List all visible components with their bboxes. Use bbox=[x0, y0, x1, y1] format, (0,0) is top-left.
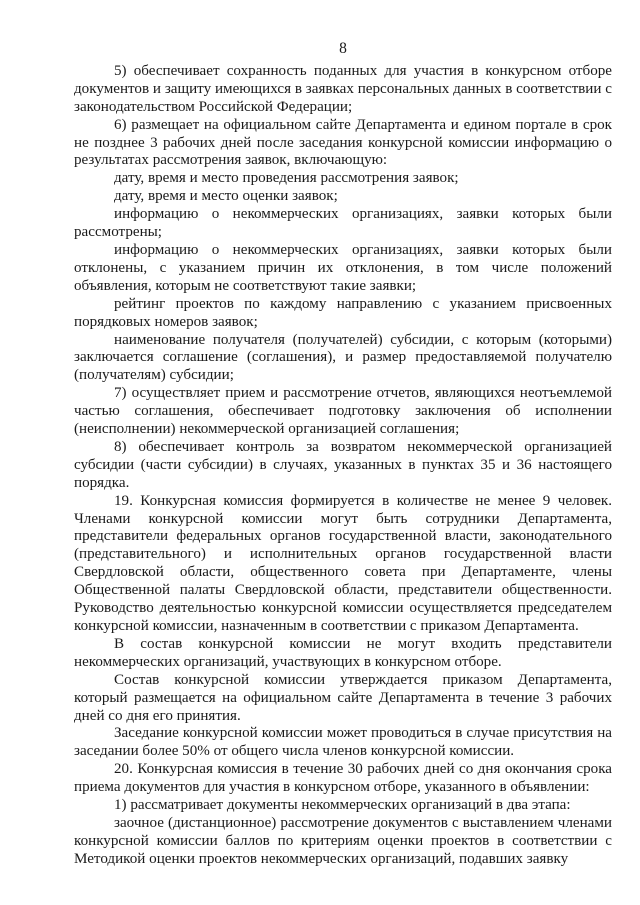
paragraph-commission-approval: Состав конкурсной комиссии утверждается приказом Департамента, который размещается на официальном сайте Департамента в течение 3 рабочих дней со дня его принятия. bbox=[74, 671, 612, 724]
paragraph-item-5: 5) обеспечивает сохранность поданных для участия в конкурсном отборе документов и защиту имеющихся в заявках персональных данных в соответствии с законодательством Российской Федерации; bbox=[74, 62, 612, 115]
paragraph-commission-exclusion: В состав конкурсной комиссии не могут входить представители некоммерческих организаций, участвующих в конкурсном отборе. bbox=[74, 635, 612, 670]
page-number: 8 bbox=[339, 40, 347, 57]
paragraph-quorum: Заседание конкурсной комиссии может проводиться в случае присутствия на заседании более 50% от общего числа членов конкурсной комиссии. bbox=[74, 725, 612, 760]
paragraph-remote-review: заочное (дистанционное) рассмотрение документов с выставлением членами конкурсной комиссии баллов по критериям оценки проектов в соответствии с Методикой оценки проектов некоммерческих организаций, подавших заявку bbox=[74, 814, 612, 867]
paragraph-evaluation-date: дату, время и место оценки заявок; bbox=[114, 188, 338, 205]
paragraph-two-stages: 1) рассматривает документы некоммерческих организаций в два этапа: bbox=[114, 797, 571, 814]
paragraph-item-7: 7) осуществляет прием и рассмотрение отчетов, являющихся неотъемлемой частью соглашения, обеспечивает подготовку заключения об исполнении (неисполнении) некоммерческой организацией соглашения; bbox=[74, 385, 612, 438]
paragraph-reviewed-organizations: информацию о некоммерческих организациях, заявки которых были рассмотрены; bbox=[74, 206, 612, 241]
paragraph-item-8: 8) обеспечивает контроль за возвратом некоммерческой организацией субсидии (части субсидии) в случаях, указанных в пунктах 35 и 36 настоящего порядка. bbox=[74, 438, 612, 491]
paragraph-rejected-organizations: информацию о некоммерческих организациях, заявки которых были отклонены, с указанием причин их отклонения, в том числе положений объявления, которым не соответствуют такие заявки; bbox=[74, 241, 612, 294]
paragraph-item-6: 6) размещает на официальном сайте Департамента и едином портале в срок не позднее 3 рабочих дней после заседания конкурсной комиссии информацию о результатах рассмотрения заявок, включающую: bbox=[74, 116, 612, 169]
paragraph-review-date: дату, время и место проведения рассмотрения заявок; bbox=[114, 170, 459, 187]
document-page bbox=[74, 40, 612, 869]
paragraph-recipient-name: наименование получателя (получателей) субсидии, с которым (которыми) заключается соглашение (соглашения), и размер предоставляемой получателю (получателям) субсидии; bbox=[74, 331, 612, 384]
paragraph-section-19: 19. Конкурсная комиссия формируется в количестве не менее 9 человек. Членами конкурсной комиссии могут быть сотрудники Департамента, представители федеральных органов государственной власти, законодательного (представительного) и исполнительных органов государственной власти Свердловской области, общественного совета при Департаменте, члены Общественной палаты Свердловской области, представители общественности. Руководство деятельностью конкурсной комиссии осуществляется председателем конкурсной комиссии, назначенным в соответствии с приказом Департамента. bbox=[74, 492, 612, 634]
paragraph-section-20: 20. Конкурсная комиссия в течение 30 рабочих дней со дня окончания срока приема документов для участия в конкурсном отборе, указанного в объявлении: bbox=[74, 761, 612, 796]
paragraph-project-rating: рейтинг проектов по каждому направлению с указанием присвоенных порядковых номеров заявок; bbox=[74, 295, 612, 330]
